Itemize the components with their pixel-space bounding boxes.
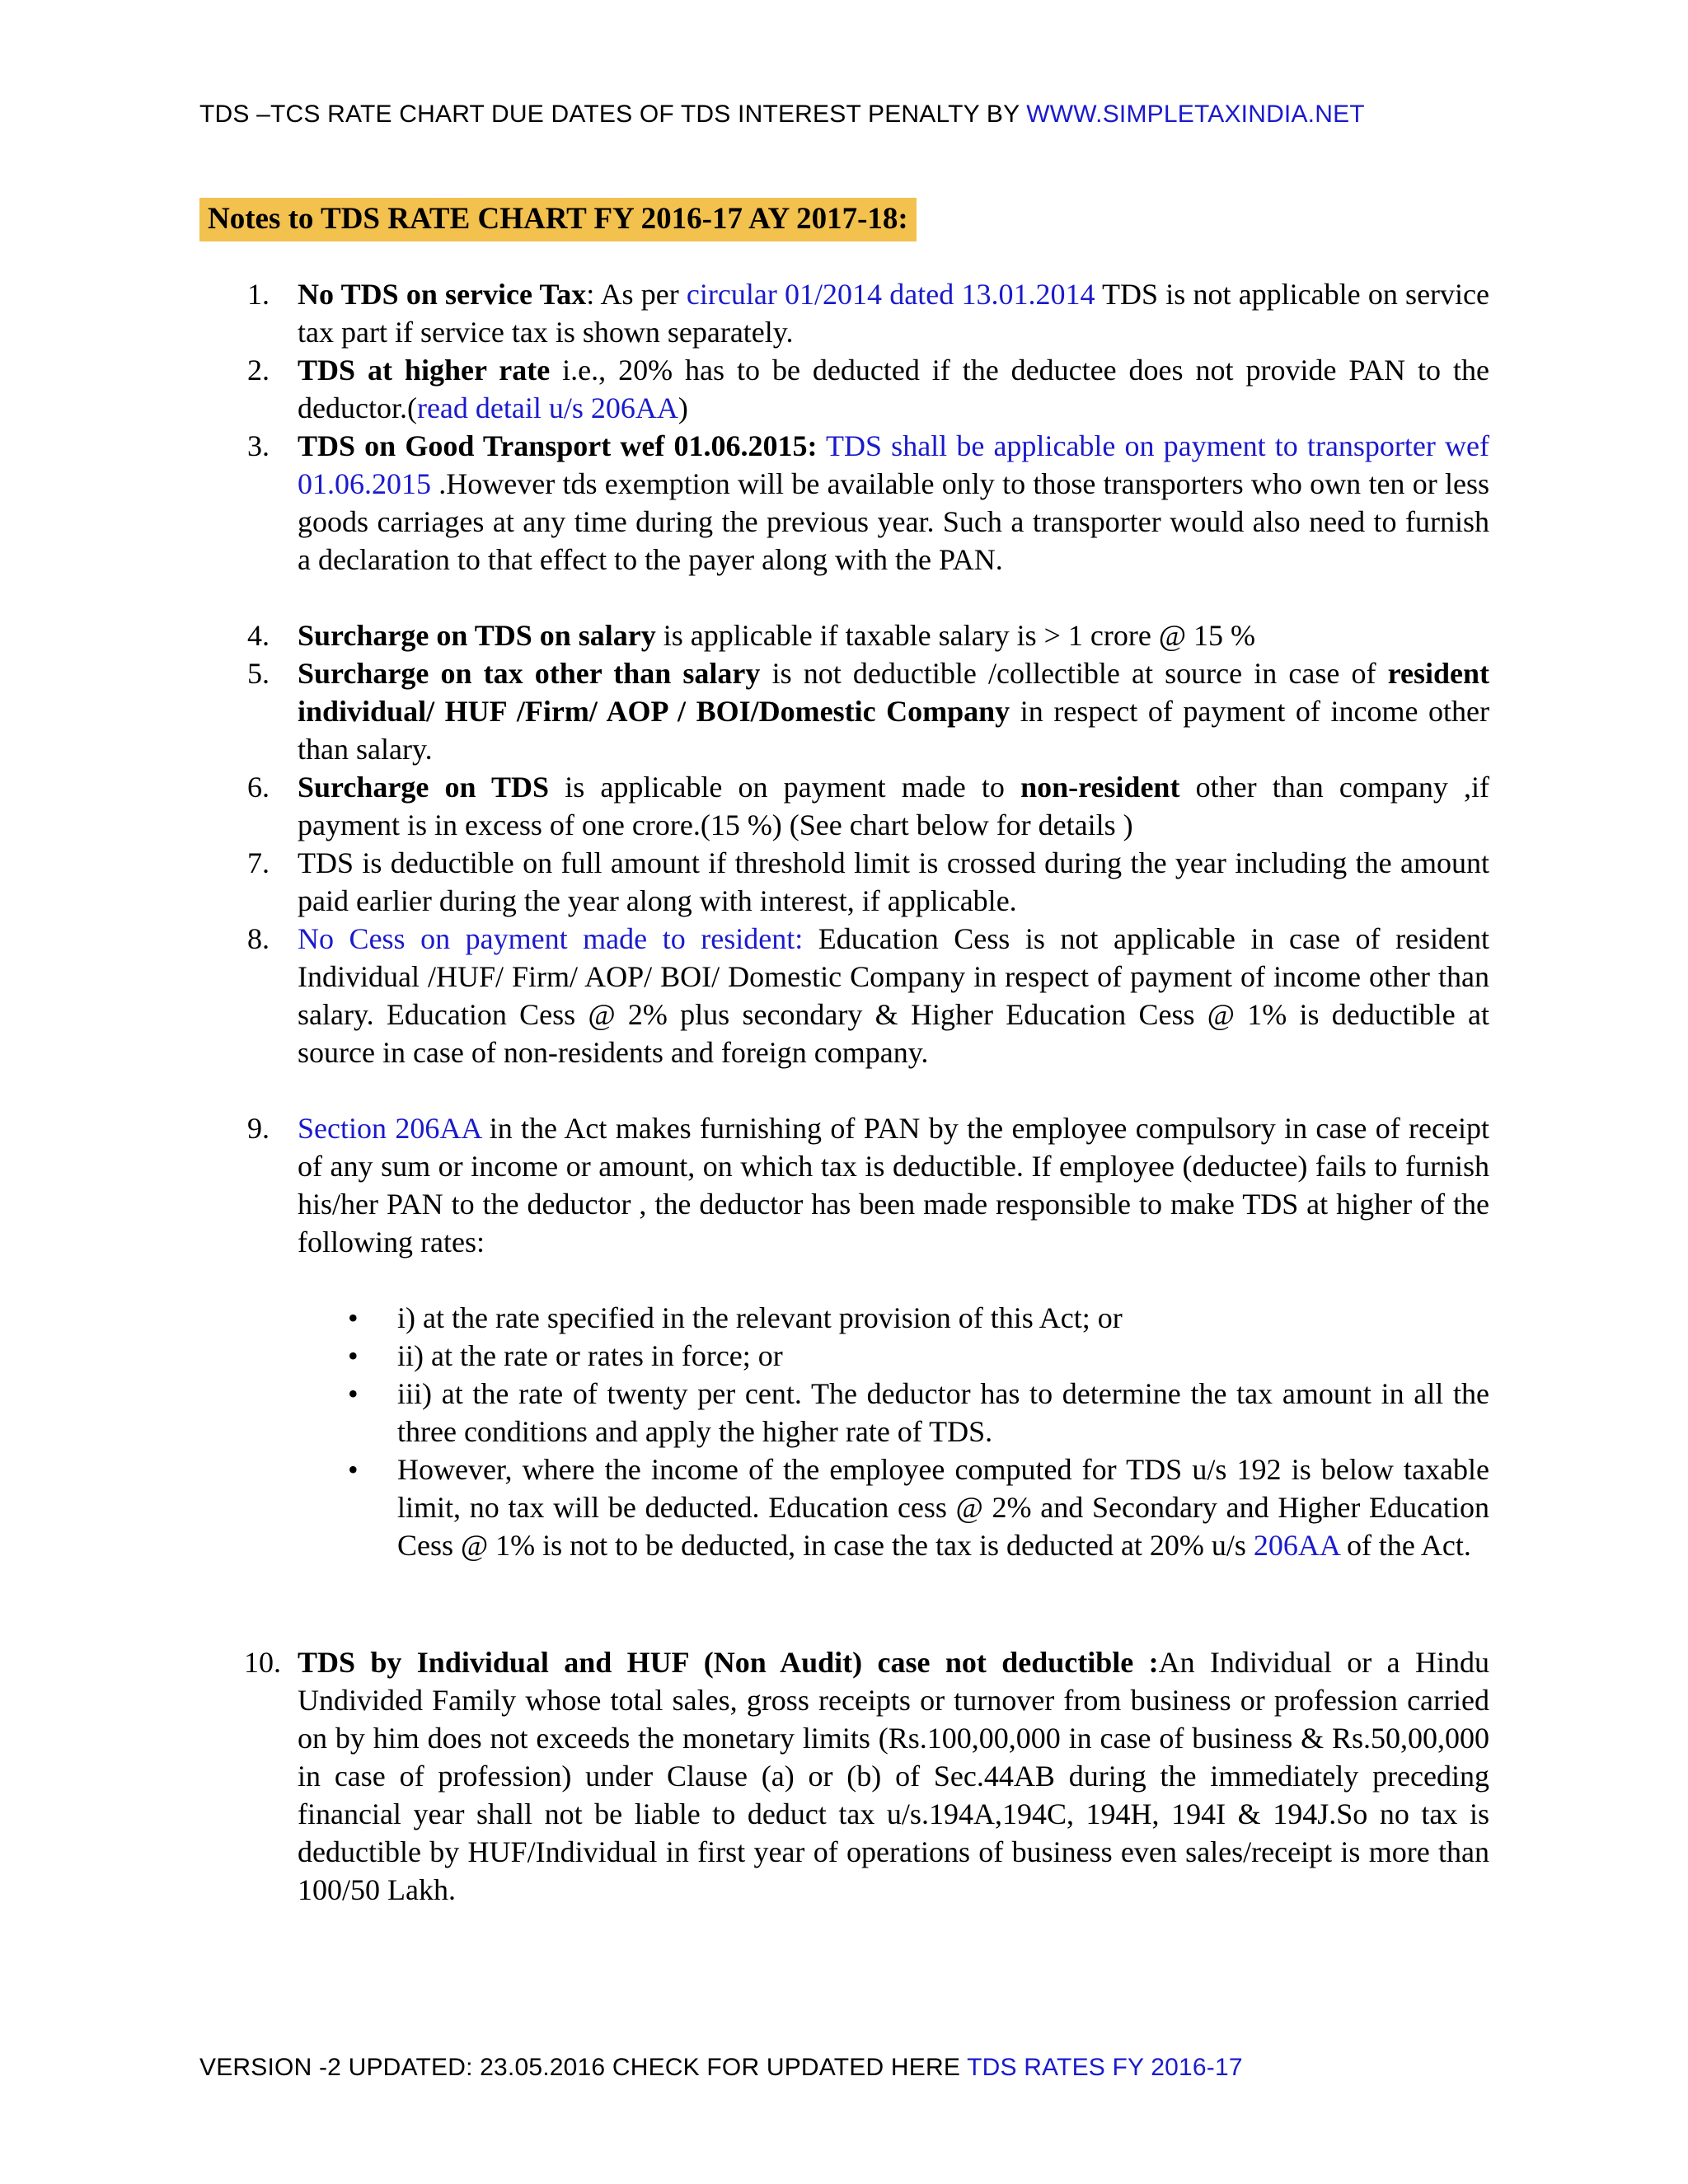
note-number: 2.: [247, 354, 270, 387]
note-number: 8.: [247, 922, 270, 955]
note-heading: TDS on Good Transport wef 01.06.2015:: [298, 429, 818, 462]
note-text: is not deductible /collectible at source in case of: [760, 657, 1388, 690]
bullet-item: [348, 1337, 1489, 1375]
note-item: [247, 654, 1489, 768]
note-item: [247, 768, 1489, 844]
note-text: is applicable on payment made to: [549, 771, 1021, 804]
note-item: [247, 920, 1489, 1071]
bullet-206aa-link[interactable]: 206AA: [1253, 1529, 1339, 1562]
note-text: is applicable if taxable salary is > 1 crore @ 15 %: [655, 619, 1255, 652]
note-number: 1.: [247, 278, 270, 311]
bullet-item: [348, 1451, 1489, 1564]
bullet-dot: •: [348, 1301, 359, 1334]
section-206aa-link[interactable]: Section 206AA: [298, 1112, 481, 1145]
note-heading: TDS by Individual and HUF (Non Audit) case not deductible :: [298, 1646, 1159, 1679]
note-item: [247, 275, 1489, 351]
note-text: i.e., 20% has to be deducted if the deductee does not provide PAN to the deductor.(: [298, 354, 1489, 424]
note-text: TDS is deductible on full amount if threshold limit is crossed during the year including the amount paid earlier during the year along with interest, if applicable.: [298, 846, 1489, 917]
bullet-text: ii) at the rate or rates in force; or: [397, 1339, 783, 1372]
page-header: [199, 101, 1365, 129]
note-item: [247, 616, 1489, 654]
note-text: ): [678, 391, 688, 424]
note-heading: Surcharge on TDS on salary: [298, 619, 656, 652]
note-item: [247, 351, 1489, 427]
no-cess-link[interactable]: No Cess on payment made to resident:: [298, 922, 804, 955]
read-detail-link[interactable]: read detail u/s 206AA: [416, 391, 678, 424]
note-heading: Surcharge on TDS: [298, 771, 550, 804]
header-text: TDS –TCS RATE CHART DUE DATES OF TDS INTEREST PENALTY BY: [199, 101, 1027, 128]
note-number: 5.: [247, 657, 270, 690]
bullet-dot: •: [348, 1339, 359, 1372]
bullet-item: [348, 1375, 1489, 1451]
note-text: An Individual or a Hindu Undivided Family whose total sales, gross receipts or turnover from business or profession carried on by him does not exceeds the monetary limits (Rs.100,00,000 in case of business & Rs.50,00,000 in case of profession) under Clause (a) or (b) of Sec.44AB during the immediately preceding financial year shall not be liable to deduct tax u/s.194A,194C, 194H, 194I & 194J.So no tax is deductible by HUF/Individual in first year of operations of business even sales/receipt is more than 100/50 Lakh.: [298, 1646, 1489, 1906]
header-website-link[interactable]: WWW.SIMPLETAXINDIA.NET: [1026, 101, 1365, 128]
note-item: [247, 427, 1489, 579]
note-number: 6.: [247, 771, 270, 804]
note-emphasis: non-resident: [1020, 771, 1180, 804]
note-text: other than company ,if payment is in excess of one crore.(15 %) (See chart below for details ): [298, 771, 1489, 841]
circular-link[interactable]: circular 01/2014 dated 13.01.2014: [686, 278, 1095, 311]
note-item: [244, 1643, 1489, 1909]
bullet-item: [348, 1299, 1489, 1337]
page-footer: [199, 2054, 1243, 2082]
note-heading: TDS at higher rate: [298, 354, 551, 387]
note-text: TDS is not applicable on service tax part if service tax is shown separately.: [298, 278, 1489, 349]
note-emphasis: resident individual/ HUF /Firm/ AOP / BOI/Domestic Company: [298, 657, 1489, 728]
transporter-link[interactable]: TDS shall be applicable on payment to transporter wef 01.06.2015: [298, 429, 1490, 500]
note-number: 4.: [247, 619, 270, 652]
note-number: 9.: [247, 1112, 270, 1145]
footer-tds-rates-link[interactable]: TDS RATES FY 2016-17: [967, 2054, 1243, 2081]
note-text: Education Cess is not applicable in case of resident Individual /HUF/ Firm/ AOP/ BOI/ Domestic Company in respect of payment of income other than salary. Education Cess @ 2% plus secondary & Higher Education Cess @ 1% is deductible at source in case of non-residents and foreign company.: [298, 922, 1489, 1069]
bullet-text: However, where the income of the employee computed for TDS u/s 192 is below taxable limit, no tax will be deducted. Education cess @ 2% and Secondary and Higher Education Cess @ 1% is not to be deducted, in case the tax is deducted at 20% u/s: [397, 1453, 1489, 1562]
footer-text: VERSION -2 UPDATED: 23.05.2016 CHECK FOR UPDATED HERE: [199, 2054, 968, 2081]
bullet-dot: •: [348, 1453, 359, 1486]
note-text: .However tds exemption will be available only to those transporters who own ten or less goods carriages at any time during the previous year. Such a transporter would also need to furnish a declaration to that effect to the payer along with the PAN.: [298, 467, 1489, 576]
note-item: [247, 844, 1489, 920]
note-heading: Surcharge on tax other than salary: [298, 657, 761, 690]
note-item: [247, 1109, 1489, 1261]
note-number: 3.: [247, 429, 270, 462]
note-number: 7.: [247, 846, 270, 879]
bullet-dot: •: [348, 1377, 359, 1410]
note-text: in the Act makes furnishing of PAN by the employee compulsory in case of receipt of any sum or income or amount, on which tax is deductible. If employee (deductee) fails to furnish his/her PAN to the deductor , the deductor has been made responsible to make TDS at higher of the following rates:: [298, 1112, 1489, 1258]
note-number: 10.: [244, 1646, 281, 1679]
bullet-text: of the Act.: [1339, 1529, 1471, 1562]
bullet-text: iii) at the rate of twenty per cent. The deductor has to determine the tax amount in all the three conditions and apply the higher rate of TDS.: [397, 1377, 1489, 1448]
note-text: in respect of payment of income other than salary.: [298, 695, 1489, 766]
note-text: [818, 429, 827, 462]
note-heading: No TDS on service Tax: [298, 278, 587, 311]
bullet-text: i) at the rate specified in the relevant provision of this Act; or: [397, 1301, 1123, 1334]
note-text: : As per: [586, 278, 687, 311]
notes-title: Notes to TDS RATE CHART FY 2016-17 AY 2017-18:: [199, 198, 917, 241]
